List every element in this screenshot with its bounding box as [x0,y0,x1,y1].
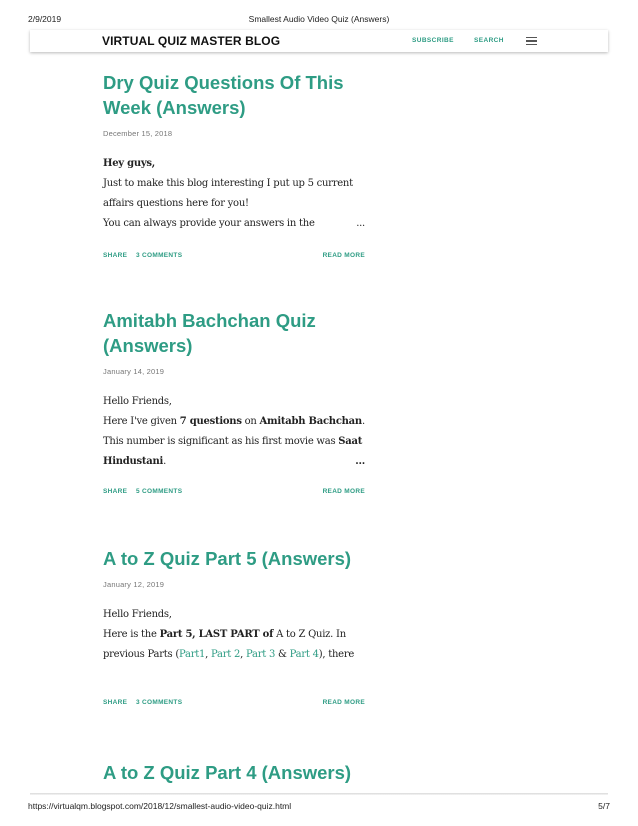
hamburger-menu-icon[interactable] [526,37,537,45]
search-button[interactable]: SEARCH [474,37,504,44]
print-date: 2/9/2019 [28,14,62,24]
read-more-link[interactable]: READ MORE [322,699,365,706]
part-link[interactable]: Part 3 [245,649,276,660]
snippet-ellipsis: ... [356,218,365,229]
post-greeting: Hello Friends, [103,609,172,620]
post-title[interactable]: A to Z Quiz Part 4 (Answers) [103,762,352,783]
post-snippet [103,605,365,665]
comments-link[interactable]: 3 COMMENTS [136,252,183,259]
post-card [103,308,365,498]
post-footer [103,699,365,709]
print-page-title: Smallest Audio Video Quiz (Answers) [248,14,390,24]
blog-header-bar [30,30,608,52]
comments-link[interactable]: 3 COMMENTS [136,699,183,706]
share-button[interactable]: SHARE [103,252,128,259]
post-date: January 14, 2019 [103,367,165,376]
snippet-ellipsis: ... [355,456,365,467]
post-greeting: Hello Friends, [103,396,172,407]
post-greeting: Hey guys, [103,158,156,169]
share-button[interactable]: SHARE [103,488,128,495]
part-link[interactable]: Part 2 [211,649,241,660]
post-snippet [103,392,365,472]
part-link[interactable]: Part 4 [289,649,319,660]
comments-link[interactable]: 5 COMMENTS [136,488,183,495]
read-more-link[interactable]: READ MORE [322,252,365,259]
post-card [103,760,365,785]
post-text: Here I've given 7 questions on Amitabh Bachchan. [103,416,365,427]
print-page-number: 5/7 [598,801,610,811]
post-text: This number is significant as his first movie was Saat Hindustani. [103,436,363,467]
post-footer [103,252,365,262]
post-text: Just to make this blog interesting I put up 5 current affairs questions here for you! [103,178,353,209]
post-date: January 12, 2019 [103,580,165,589]
post-text: You can always provide your answers in the [103,218,315,229]
post-title[interactable]: Amitabh Bachchan Quiz (Answers) [103,310,316,356]
post-snippet [103,154,365,234]
page-divider [30,793,608,795]
print-url: https://virtualqm.blogspot.com/2018/12/smallest-audio-video-quiz.html [28,801,292,811]
post-date: December 15, 2018 [103,129,173,138]
read-more-link[interactable]: READ MORE [322,488,365,495]
post-title[interactable]: Dry Quiz Questions Of This Week (Answers) [103,72,344,118]
post-card [103,70,365,262]
print-header [0,14,638,28]
print-footer [0,798,638,812]
post-title[interactable]: A to Z Quiz Part 5 (Answers) [103,548,352,569]
post-card [103,546,365,709]
post-text: Here is the Part 5, LAST PART of A to Z Quiz. In previous Parts (Part1, Part 2, Part 3 & Part 4), there [103,629,355,660]
part-link[interactable]: Part1 [178,649,206,660]
subscribe-button[interactable]: SUBSCRIBE [412,37,454,44]
share-button[interactable]: SHARE [103,699,128,706]
post-footer [103,488,365,498]
blog-title[interactable]: VIRTUAL QUIZ MASTER BLOG [102,34,281,48]
